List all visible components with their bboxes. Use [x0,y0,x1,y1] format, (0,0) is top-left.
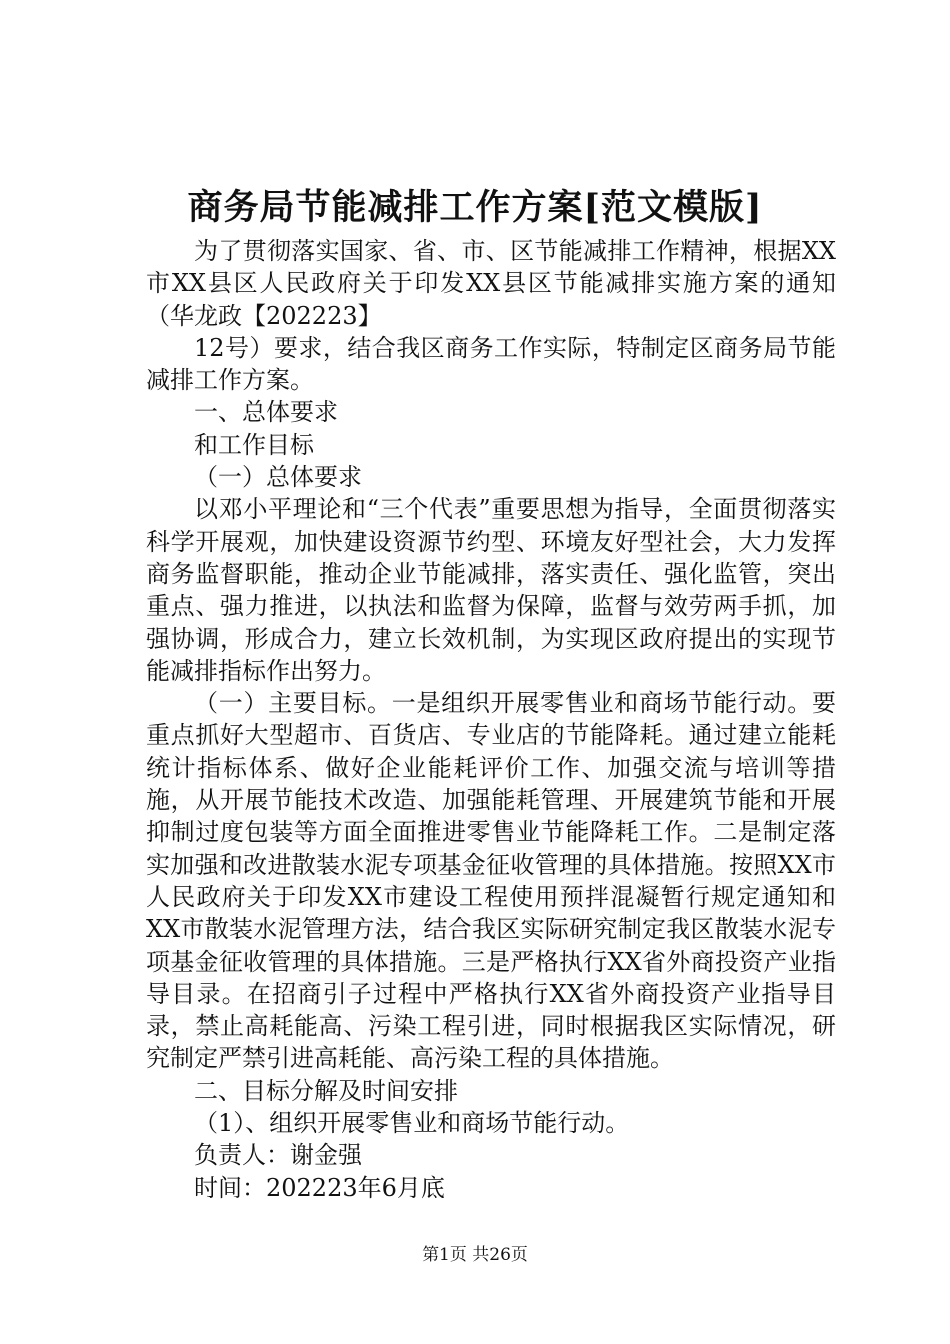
paragraph: 12号）要求，结合我区商务工作实际，特制定区商务局节能减排工作方案。 [146,333,836,395]
document-title: 商务局节能减排工作方案[范文模版] [187,187,763,228]
section-heading: 二、目标分解及时间安排 [194,1076,458,1105]
list-item: 负责人：谢金强 [194,1141,362,1170]
paragraph: 以邓小平理论和“三个代表”重要思想为指导，全面贯彻落实科学开展观，加快建设资源节约型、环境友好型社会，大力发挥商务监督职能，推动企业节能减排，落实责任、强化监管，突出重点、强力推进，以执法和监督为保障，监督与效劳两手抓，加强协调，形成合力，建立长效机制，为实现区政府提出的实现节能减排指标作出努力。 [146,495,836,685]
document-body [146,235,836,1204]
subsection-heading: （一）总体要求 [194,463,362,492]
paragraph: （一）主要目标。一是组织开展零售业和商场节能行动。要重点抓好大型超市、百货店、专业店的节能降耗。通过建立能耗统计指标体系、做好企业能耗评价工作、加强交流与培训等措施，从开展节能技术改造、加强能耗管理、开展建筑节能和开展抑制过度包装等方面全面推进零售业节能降耗工作。二是制定落实加强和改进散装水泥专项基金征收管理的具体措施。按照XX市人民政府关于印发XX市建设工程使用预拌混凝暂行规定通知和XX市散装水泥管理方法，结合我区实际研究制定我区散装水泥专项基金征收管理的具体措施。三是严格执行XX省外商投资产业指导目录。在招商引子过程中严格执行XX省外商投资产业指导目录，禁止高耗能高、污染工程引进，同时根据我区实际情况，研究制定严禁引进高耗能、高污染工程的具体措施。 [146,689,836,1073]
list-item: 时间：202223年6月底 [194,1173,445,1202]
section-heading: 和工作目标 [194,430,314,459]
page-number: 第1页 共26页 [422,1245,528,1265]
list-item: （1）、组织开展零售业和商场节能行动。 [194,1109,630,1138]
section-heading: 一、总体要求 [194,398,338,427]
paragraph: 为了贯彻落实国家、省、市、区节能减排工作精神，根据XX市XX县区人民政府关于印发XX县区节能减排实施方案的通知（华龙政【202223】 [146,237,836,330]
